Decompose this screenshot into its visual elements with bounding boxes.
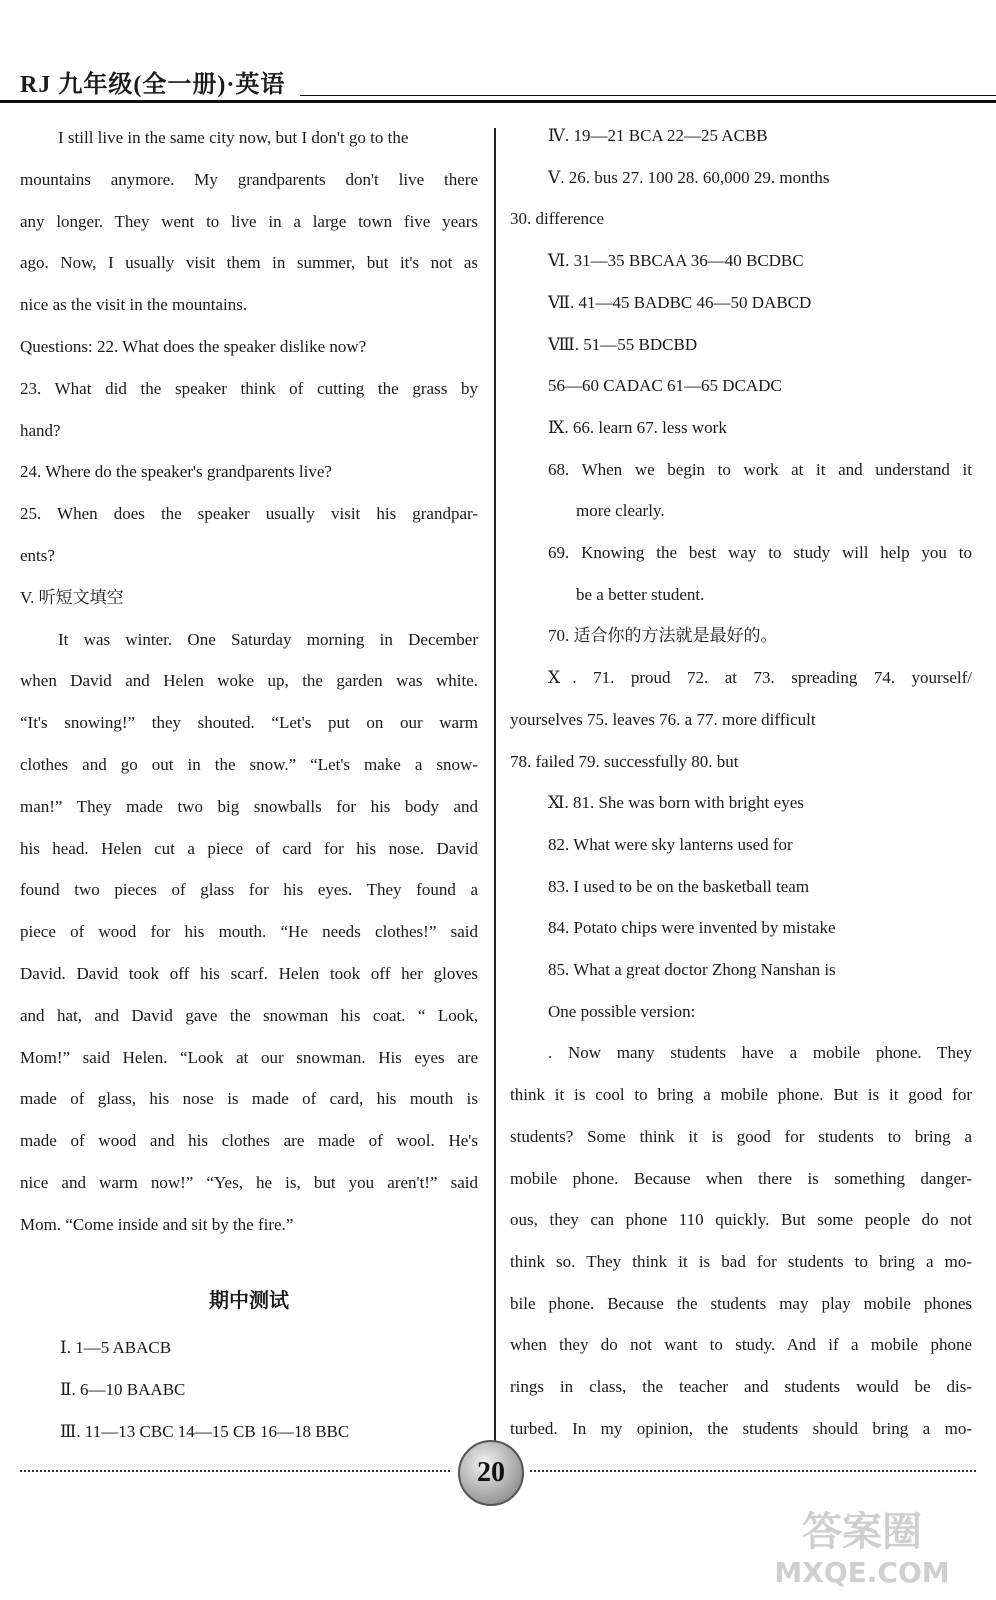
right-line: think it is cool to bring a mobile phone. But is it good for: [510, 1085, 972, 1105]
right-line: 30. difference: [510, 209, 605, 229]
right-line: think so. They think it is bad for students to bring a mo-: [510, 1251, 972, 1271]
right-line: Ⅷ. 51—55 BDCBD: [548, 334, 698, 354]
left-line: hand?: [20, 420, 61, 440]
right-line: turbed. In my opinion, the students should bring a mo-: [510, 1418, 972, 1438]
watermark-logo: [752, 1500, 972, 1590]
right-line: One possible version:: [548, 1001, 696, 1021]
left-line: “It's snowing!” they shouted. “Let's put on our warm: [20, 713, 478, 733]
left-line: when David and Helen woke up, the garden was white.: [20, 671, 478, 691]
right-line: 69. Knowing the best way to study will help you to: [548, 543, 972, 562]
right-line: Ⅳ. 19—21 BCA 22—25 ACBB: [548, 126, 768, 145]
right-line: . Now many students have a mobile phone. They: [548, 1043, 972, 1063]
left-line: ents?: [20, 546, 55, 565]
midterm-answer-line: Ⅰ. 1—5 ABACB: [60, 1338, 172, 1357]
right-line: 56—60 CADAC 61—65 DCADC: [548, 376, 782, 396]
right-line: yourselves 75. leaves 76. a 77. more difficult: [510, 709, 816, 729]
right-line: ous, they can phone 110 quickly. But some people do not: [510, 1210, 972, 1230]
left-line: 25. When does the speaker usually visit his grandpar-: [20, 504, 478, 524]
left-line: Mom. “Come inside and sit by the fire.”: [20, 1214, 294, 1234]
header-rule: [300, 95, 996, 96]
midterm-answer-line: Ⅱ. 6—10 BAABC: [60, 1380, 186, 1399]
page-number: 20: [477, 1457, 505, 1488]
right-line: 83. I used to be on the basketball team: [548, 876, 810, 896]
right-line: 68. When we begin to work at it and understand it: [548, 459, 972, 479]
left-line: made of glass, his nose is made of card, his mouth is: [20, 1089, 478, 1109]
left-line: nice as the visit in the mountains.: [20, 295, 248, 315]
midterm-answer-line: Ⅲ. 11—13 CBC 14—15 CB 16—18 BBC: [60, 1422, 350, 1441]
right-line: Ⅺ. 81. She was born with bright eyes: [548, 793, 804, 813]
right-line: Ⅹ. 71. proud 72. at 73. spreading 74. yourself/: [548, 668, 972, 688]
page-badge: [458, 1440, 524, 1506]
left-line: 23. What did the speaker think of cutting the grass by: [20, 378, 478, 398]
right-line: Ⅶ. 41—45 BADBC 46—50 DABCD: [548, 292, 812, 312]
right-line: 84. Potato chips were invented by mistake: [548, 918, 836, 938]
left-line: It was winter. One Saturday morning in December: [58, 629, 478, 649]
left-line: ago. Now, I usually visit them in summer, but it's not as: [20, 253, 478, 273]
right-line: 78. failed 79. successfully 80. but: [510, 751, 739, 771]
header-title: RJ 九年级(全一册)·英语: [20, 72, 286, 98]
left-line: Questions: 22. What does the speaker dislike now?: [20, 337, 367, 356]
right-line: Ⅴ. 26. bus 27. 100 28. 60,000 29. months: [548, 167, 830, 187]
section-heading-midterm: 期中测试: [209, 1288, 289, 1312]
left-line: made of wood and his clothes are made of wool. He's: [20, 1131, 478, 1151]
right-line: students? Some think it is good for students to bring a: [510, 1126, 972, 1146]
right-line: Ⅵ. 31—35 BBCAA 36—40 BCDBC: [548, 251, 804, 271]
footer-rule-right: [530, 1470, 976, 1472]
left-line: found two pieces of glass for his eyes. They found a: [20, 880, 478, 900]
left-line: piece of wood for his mouth. “He needs clothes!” said: [20, 922, 478, 942]
right-line: be a better student.: [576, 584, 705, 604]
left-line: any longer. They went to live in a large town five years: [20, 211, 478, 231]
right-line: rings in class, the teacher and students would be dis-: [510, 1377, 972, 1396]
right-line: 82. What were sky lanterns used for: [548, 834, 793, 854]
left-line: I still live in the same city now, but I don't go to the: [58, 128, 409, 147]
left-line: V. 听短文填空: [20, 587, 124, 607]
left-line: man!” They made two big snowballs for his body and: [20, 796, 478, 816]
column-divider: [494, 128, 496, 1466]
footer-rule-left: [20, 1470, 450, 1472]
watermark-cn: 答案圈: [802, 1509, 922, 1555]
left-line: David. David took off his scarf. Helen took off her gloves: [20, 964, 478, 983]
left-line: nice and warm now!” “Yes, he is, but you aren't!” said: [20, 1173, 478, 1192]
left-line: 24. Where do the speaker's grandparents live?: [20, 462, 332, 482]
right-line: 70. 适合你的方法就是最好的。: [548, 626, 778, 646]
left-line: mountains anymore. My grandparents don't live there: [20, 169, 478, 189]
right-line: more clearly.: [576, 501, 665, 521]
left-line: clothes and go out in the snow.” “Let's make a snow-: [20, 755, 478, 774]
left-line: Mom!” said Helen. “Look at our snowman. His eyes are: [20, 1047, 478, 1067]
right-line: mobile phone. Because when there is something danger-: [510, 1168, 972, 1188]
header-rule-bold: [0, 100, 996, 103]
left-line: and hat, and David gave the snowman his coat. “ Look,: [20, 1005, 478, 1025]
watermark-en: MXQE.COM: [774, 1556, 950, 1589]
right-line: when they do not want to study. And if a mobile phone: [510, 1335, 972, 1355]
right-line: 85. What a great doctor Zhong Nanshan is: [548, 960, 836, 979]
right-line: Ⅸ. 66. learn 67. less work: [548, 417, 727, 437]
left-line: his head. Helen cut a piece of card for his nose. David: [20, 838, 478, 858]
right-line: bile phone. Because the students may play mobile phones: [510, 1293, 972, 1313]
